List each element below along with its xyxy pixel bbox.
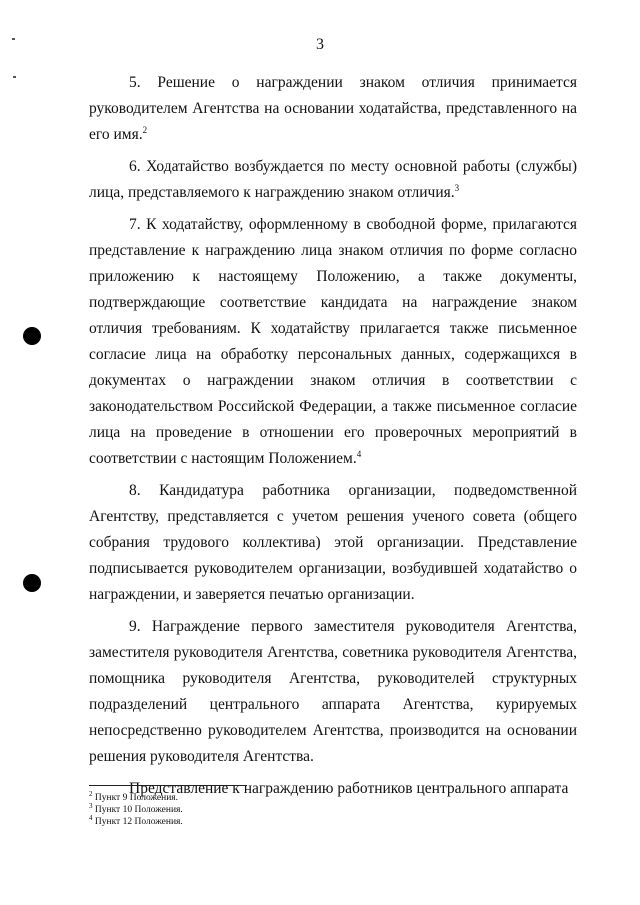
scan-speck	[13, 76, 16, 78]
footnote-reference: 4	[356, 448, 362, 459]
paragraph-6	[89, 154, 577, 206]
footnote-text: Пункт 9 Положения.	[94, 793, 179, 803]
paragraph-text: 8. Кандидатура работника организации, подведомственной Агентству, представляется с учетом решения ученого совета (общего собрания трудового коллектива) этой организации. Представление подписывается руководителем организации, возбудившей ходатайство о награждении, и заверяется печатью организации.	[89, 482, 577, 603]
paragraph-8	[89, 478, 577, 608]
footnote-2	[89, 789, 389, 804]
footnote-separator	[89, 785, 247, 786]
page-number: 3	[316, 36, 324, 53]
paragraph-5	[89, 70, 577, 148]
paragraph-text: 6. Ходатайство возбуждается по месту основной работы (службы) лица, представляемого к награждению знаком отличия.	[89, 158, 577, 201]
paragraph-text: 9. Награждение первого заместителя руководителя Агентства, заместителя руководителя Агентства, советника руководителя Агентства, помощника руководителя Агентства, руководителей структурных подразделений центрального аппарата Агентства, курируемых непосредственно руководителем Агентства, производится на основании решения руководителя Агентства.	[89, 618, 577, 765]
footnote-4	[89, 813, 389, 828]
footnote-text: Пункт 10 Положения.	[94, 805, 183, 815]
paragraph-text: 7. К ходатайству, оформленному в свободной форме, прилагаются представление к награждению лица знаком отличия по форме согласно приложению к настоящему Положению, а также документы, подтверждающие соответствие кандидата на награждение знаком отличия требованиям. К ходатайству прилагается также письменное согласие лица на обработку персональных данных, содержащихся в документах о награждении знаком отличия в соответствии с законодательством Российской Федерации, а также письменное согласие лица на проведение в отношении его проверочных мероприятий в соответствии с настоящим Положением.	[89, 216, 577, 467]
footnote-reference: 2	[142, 124, 148, 135]
footnote-number: 4	[89, 813, 93, 822]
footnote-reference: 3	[454, 182, 460, 193]
paragraph-7	[89, 212, 577, 472]
footnote-3	[89, 801, 389, 816]
punch-hole-lower	[23, 574, 41, 592]
footnote-text: Пункт 12 Положения.	[94, 817, 183, 827]
document-body	[89, 70, 577, 802]
footnote-number: 3	[89, 801, 93, 810]
paragraph-9	[89, 614, 577, 770]
footnotes	[89, 789, 389, 828]
footnote-number: 2	[89, 789, 93, 798]
scan-speck	[12, 38, 15, 40]
paragraph-text: 5. Решение о награждении знаком отличия принимается руководителем Агентства на основании ходатайства, представленного на его имя.	[89, 74, 577, 143]
paragraph-text: Представление к награждению работников центрального аппарата	[129, 780, 569, 797]
punch-hole-upper	[23, 327, 41, 345]
